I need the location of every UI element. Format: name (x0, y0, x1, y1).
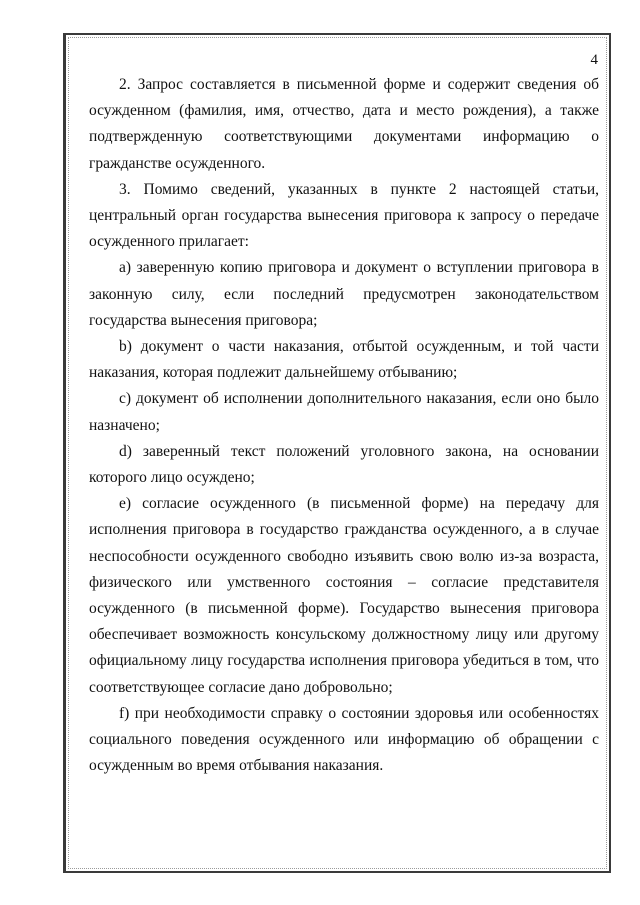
paragraph-3-attachments-intro: 3. Помимо сведений, указанных в пункте 2 настоящей статьи, центральный орган государства вынесения приговора к запросу о передаче осужденного прилагает: (89, 180, 599, 251)
list-item-e: e) согласие осужденного (в письменной форме) на передачу для исполнения приговора в государство гражданства осужденного, а в случае неспособности осужденного свободно изъявить свою волю из-за возраста, физического или умственного состояния – согласие представителя осужденного (в письменной форме). Государство вынесения приговора обеспечивает возможность консульскому должностному лицу или другому официальному лицу государства исполнения приговора убедиться в том, что соответствующее согласие дано добровольно; (89, 495, 599, 696)
list-item-a: a) заверенную копию приговора и документ о вступлении приговора в законную силу, если последний предусмотрен законодательством государства вынесения приговора; (89, 259, 599, 329)
list-item-f: f) при необходимости справку о состоянии здоровья или особенностях социального поведения осужденного или информацию об обращении с осужденным во время отбывания наказания. (89, 704, 599, 775)
list-item-d: d) заверенный текст положений уголовного закона, на основании которого лицо осуждено; (89, 442, 599, 487)
page-number: 4 (590, 52, 598, 68)
document-body (89, 72, 599, 779)
paragraph-2-request-form: 2. Запрос составляется в письменной форме и содержит сведения об осужденном (фамилия, имя, отчество, дата и место рождения), а также подтвержденную соответствующими документами информацию о гражданстве осужденного. (89, 76, 599, 172)
list-item-b: b) документ о части наказания, отбытой осужденным, и той части наказания, которая подлежит дальнейшему отбыванию; (89, 338, 599, 382)
list-item-c: c) документ об исполнении дополнительного наказания, если оно было назначено; (89, 390, 599, 434)
